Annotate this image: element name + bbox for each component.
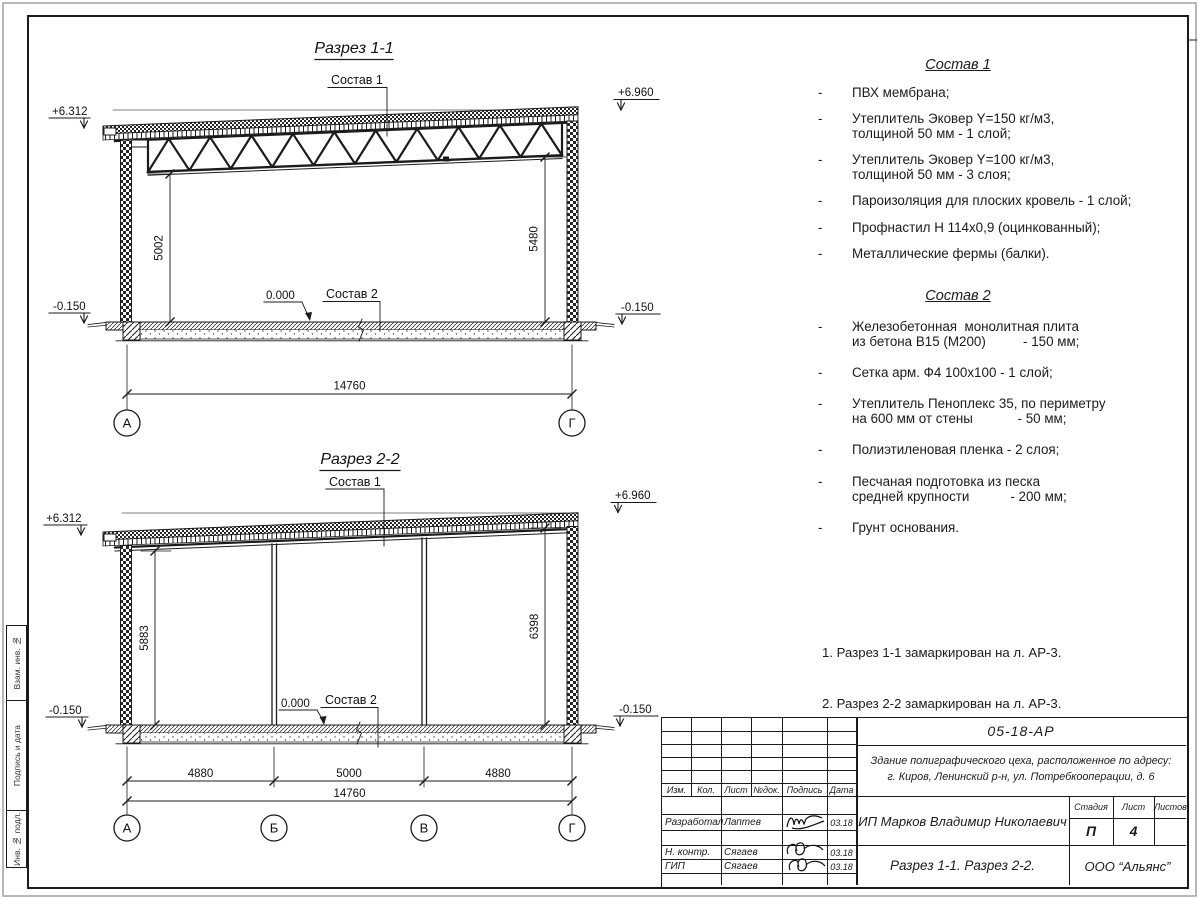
list-item: - Утеплитель Эковер Y=100 кг/м3, толщиной 50 мм - 3 слоя;: [818, 152, 1055, 183]
leader-label: Состав 1: [331, 73, 383, 87]
note-line: 1. Разрез 1-1 замаркирован на л. АР-3.: [822, 645, 1062, 660]
company-name: ООО “Альянс”: [1084, 859, 1171, 874]
cornice-cap: [104, 128, 116, 135]
elevation-text: 0.000: [281, 698, 310, 710]
col-list: Лист: [724, 785, 748, 795]
elevation-text: -0.150: [49, 705, 82, 717]
axis-bubbles: [114, 815, 585, 841]
sheet-label: Лист: [1121, 802, 1146, 812]
notes: [822, 610, 1061, 729]
list-item: - Сетка арм. Ф4 100х100 - 1 слой;: [818, 365, 1053, 381]
elevation-text: +6.960: [618, 87, 654, 99]
list-item: - Пароизоляция для плоских кровель - 1 слой;: [818, 193, 1132, 209]
wall-left: [121, 140, 132, 322]
margin-stamp-cell: [7, 811, 26, 867]
leader-label: Состав 2: [325, 693, 377, 707]
row-role: Разработал: [665, 817, 724, 828]
object-address-line2: г. Киров, Ленинский р-н, ул. Потребкооперации, д. 6: [887, 771, 1155, 783]
signature: [783, 812, 827, 832]
margin-stamp-cell: [7, 626, 26, 701]
dim-height-left: 5002: [153, 235, 166, 261]
axis-letter: Г: [568, 820, 576, 836]
wall-left: [121, 546, 132, 726]
elevation-text: 0.000: [266, 290, 295, 302]
truss-seat: [132, 140, 148, 147]
dim-bay: 4880: [485, 768, 511, 780]
floor-slab: [88, 722, 614, 744]
dim-height-left: 5883: [139, 625, 151, 651]
list-item: - Грунт основания.: [818, 519, 959, 535]
list-item: - Железобетонная монолитная плита из бетона В15 (М200) - 150 мм;: [818, 319, 1080, 349]
sheets-label: Листов: [1154, 802, 1187, 812]
stage-value: П: [1085, 823, 1097, 839]
axis-letter: А: [122, 820, 132, 836]
row-date: 03.18: [830, 848, 853, 858]
foundation-left: [123, 725, 140, 743]
list-item: - ПВХ мембрана;: [818, 85, 950, 100]
floor-slab: [88, 319, 614, 341]
row-name: Сягаев: [724, 861, 758, 872]
foundation-right: [564, 725, 581, 743]
leader-label: Состав 2: [326, 287, 378, 301]
margin-stamp: [6, 625, 27, 868]
elevation-text: +6.312: [46, 513, 82, 525]
elevation-text: -0.150: [53, 301, 86, 313]
section-2-2: [44, 451, 658, 841]
leader-label: Состав 1: [329, 475, 381, 489]
list-item: - Песчаная подготовка из песка средней крупности - 200 мм;: [818, 473, 1067, 504]
row-role: ГИП: [665, 861, 685, 872]
row-name: Лаптев: [724, 817, 761, 828]
axis-letter: А: [122, 415, 132, 431]
signature: [782, 840, 828, 880]
axis-letter: Г: [568, 415, 576, 431]
composition-1-title: Состав 1: [925, 57, 991, 73]
zero-arrowhead: [305, 312, 312, 321]
wall-right: [567, 527, 578, 726]
elevation-text: +6.312: [52, 106, 88, 118]
axis-letter: Б: [269, 820, 279, 836]
list-item: - Профнастил Н 114х0,9 (оцинкованный);: [818, 219, 1101, 235]
sheet-name: Разрез 1-1. Разрез 2-2.: [889, 858, 1036, 873]
composition-1-list: [808, 57, 1132, 273]
row-date: 03.18: [830, 818, 853, 828]
row-name: Сягаев: [724, 847, 758, 858]
list-item: - Металлические фермы (балки).: [818, 246, 1050, 262]
wall-right: [567, 121, 578, 322]
stage-label: Стадия: [1074, 802, 1108, 812]
list-item: - Утеплитель Пеноплекс 35, по периметру на 600 мм от стены - 50 мм;: [818, 396, 1106, 427]
foundation-right: [564, 322, 581, 340]
dim-bay: 4880: [187, 768, 214, 780]
sheet-value: 4: [1129, 823, 1138, 839]
col-data: Дата: [829, 785, 854, 795]
dim-height-right: 5480: [528, 226, 541, 252]
composition-2-title: Состав 2: [925, 288, 991, 304]
margin-stamp-label: Взам. инв. №: [11, 636, 22, 690]
margin-stamp-label: Инв. № подл.: [11, 812, 22, 866]
elevation-text: -0.150: [621, 302, 654, 314]
row-date: 03.18: [830, 862, 853, 872]
section-title: Разрез 2-2: [320, 451, 400, 468]
title-block: [661, 717, 1188, 888]
cornice-cap: [104, 534, 116, 541]
dim-height-right: 6398: [529, 613, 541, 640]
margin-stamp-label: Подпись и дата: [11, 724, 22, 787]
composition-2-list: [808, 288, 1108, 552]
foundation-left: [123, 322, 140, 340]
section-1-1: [49, 40, 660, 436]
list-item: - Утеплитель Эковер Y=150 кг/м3, толщиной 50 мм - 1 слой;: [818, 111, 1055, 142]
col-kol: Кол.: [697, 785, 715, 795]
row-role: Н. контр.: [665, 847, 711, 858]
note-line: 2. Разрез 2-2 замаркирован на л. АР-3.: [822, 696, 1062, 711]
section-title: Разрез 1-1: [314, 40, 394, 57]
client-name: ИП Марков Владимир Николаевич: [858, 814, 1067, 829]
col-podpis: Подпись: [786, 785, 823, 795]
dimensions: [123, 153, 576, 410]
dim-bay: 5000: [336, 768, 362, 780]
list-item: - Полиэтиленовая пленка - 2 слоя;: [818, 442, 1060, 458]
dim-span: 14760: [333, 380, 366, 393]
zero-arrowhead: [320, 716, 327, 725]
axis-bubbles: [114, 410, 585, 436]
object-address-line1: Здание полиграфического цеха, расположенное по адресу:: [870, 755, 1172, 767]
elevation-text: +6.960: [615, 490, 651, 502]
margin-stamp-cell: [7, 701, 26, 811]
elevation-text: -0.150: [619, 704, 652, 716]
col-izm: Изм.: [666, 785, 687, 795]
col-ndok: №док.: [753, 785, 780, 795]
doc-number: 05-18-АР: [987, 723, 1055, 739]
axis-letter: В: [419, 820, 429, 836]
dim-span: 14760: [333, 788, 366, 800]
